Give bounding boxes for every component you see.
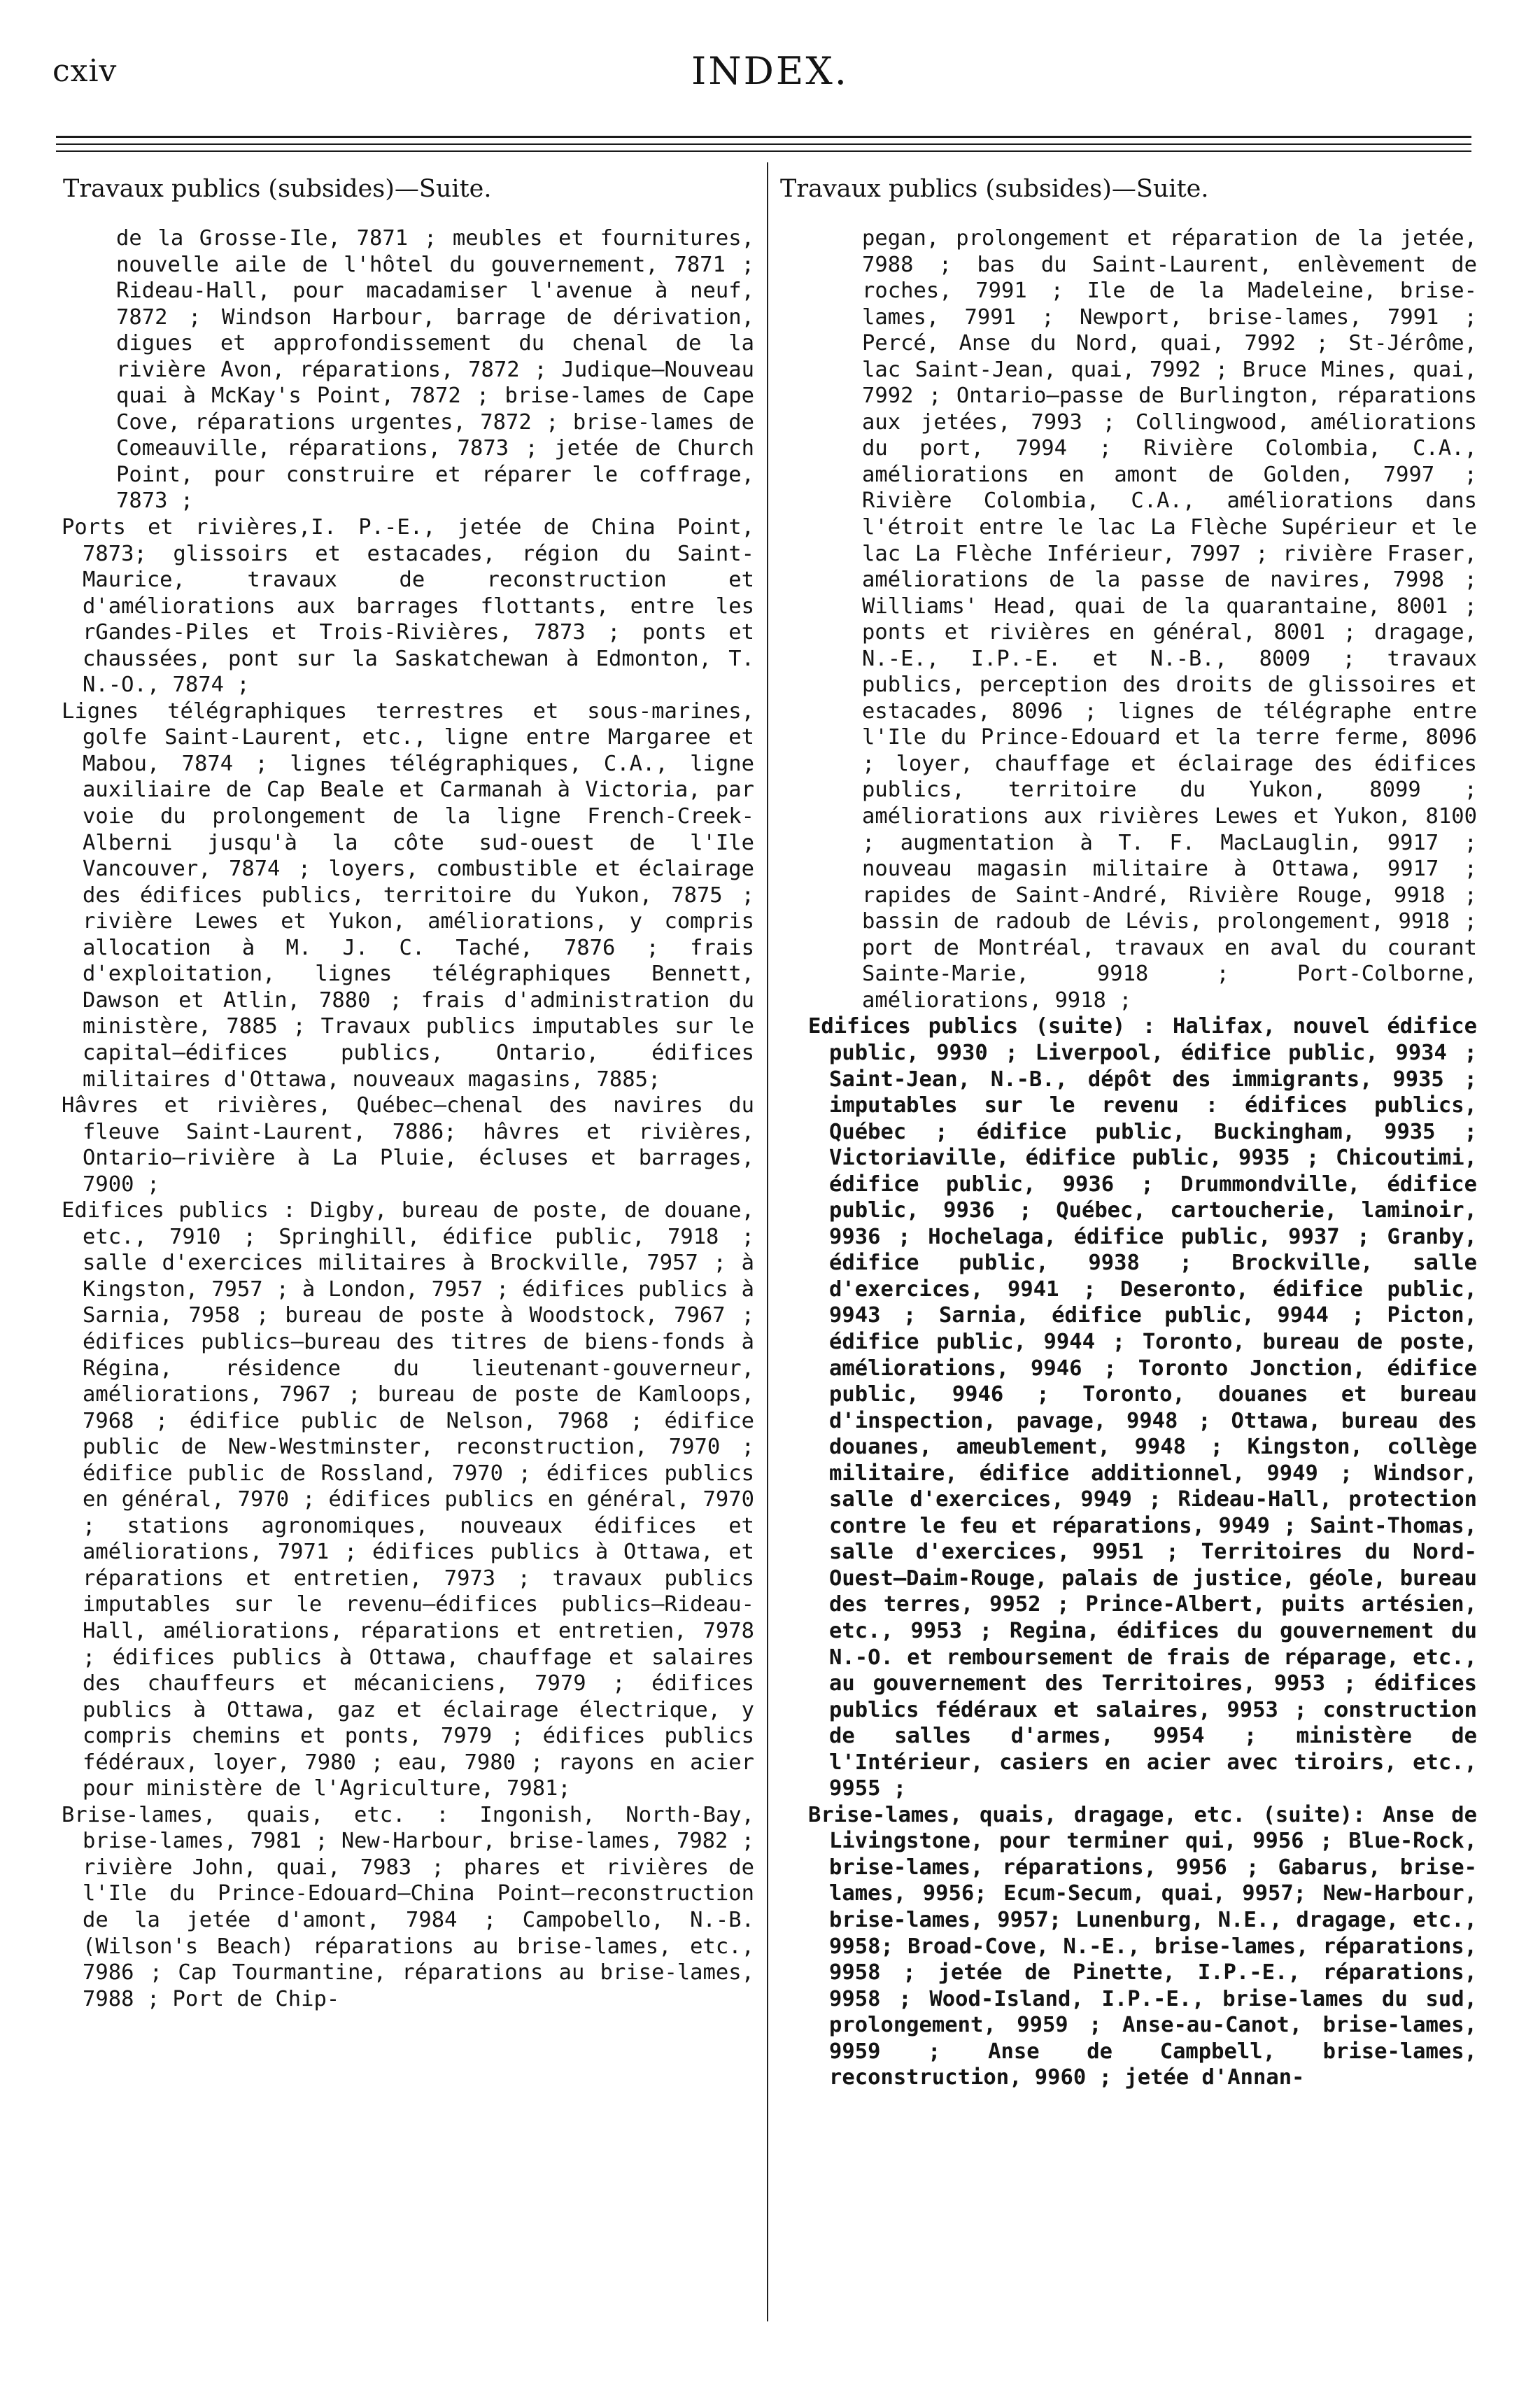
header-rule-2 (56, 143, 1471, 145)
index-entry-brise-lames-suite: Brise-lames, quais, dragage, etc. (suite): Anse de Livingstone, pour terminer qui, 9956 ; Blue-Rock, brise-lames, réparations, 9956 ; Gabarus, brise-lames, 9956; Ecum-Secum, quai, 9957; New-Harbour, brise-lames, 9957; Lunenburg, N.E., dragage, etc., 9958; Broad-Cove, N.-E., brise-lames, réparations, 9958 ; jetée de Pinette, I.P.-E., réparations, 9958 ; Wood-Island, I.P.-E., brise-lames du sud, prolongement, 9959 ; Anse-au-Canot, brise-lames, 9959 ; Anse de Campbell, brise-lames, reconstruction, 9960 ; jetée d'Annan- (808, 1802, 1477, 2090)
index-entry-pegan-continuation: pegan, prolongement et réparation de la jetée, 7988 ; bas du Saint-Laurent, enlèvement de roches, 7991 ; Ile de la Madeleine, brise-lames, 7991 ; Newport, brise-lames, 7991 ; Percé, Anse du Nord, quai, 7992 ; St-Jérôme, lac Saint-Jean, quai, 7992 ; Bruce Mines, quai, 7992 ; Ontario—passe de Burlington, réparations aux jetées, 7993 ; Collingwood, améliorations du port, 7994 ; Rivière Colombia, C.A., améliorations en amont de Golden, 7997 ; Rivière Colombia, C.A., améliorations dans l'étroit entre le lac La Flèche Supérieur et le lac La Flèche Inférieur, 7997 ; rivière Fraser, améliorations de la passe de navires, 7998 ; Williams' Head, quai de la quarantaine, 8001 ; ponts et rivières en général, 8001 ; dragage, N.-E., I.P.-E. et N.-B., 8009 ; travaux publics, perception des droits de glissoires et estacades, 8096 ; lignes de télégraphe entre l'Ile du Prince-Edouard et la terre ferme, 8096 ; loyer, chauffage et éclairage des édifices publics, territoire du Yukon, 8099 ; améliorations aux rivières Lewes et Yukon, 8100 ; augmentation à T. F. MacLauglin, 9917 ; nouveau magasin militaire à Ottawa, 9917 ; rapides de Saint-André, Rivière Rouge, 9918 ; bassin de radoub de Lévis, prolongement, 9918 ; port de Montréal, travaux en aval du courant Sainte-Marie, 9918 ; Port-Colborne, améliorations, 9918 ; (862, 226, 1477, 1013)
page-header (0, 36, 1540, 99)
index-entry-havres-et-rivieres: Hâvres et rivières, Québec—chenal des navires du fleuve Saint-Laurent, 7886; hâvres et rivières, Ontario—rivière à La Pluie, écluses et barrages, 7900 ; (62, 1093, 754, 1197)
index-entry-edifices-publics: Edifices publics : Digby, bureau de poste, de douane, etc., 7910 ; Springhill, édifice public, 7918 ; salle d'exercices militaires à Brockville, 7957 ; à Kingston, 7957 ; à London, 7957 ; édifices publics à Sarnia, 7958 ; bureau de poste à Woodstock, 7967 ; édifices publics—bureau des titres de biens-fonds à Régina, résidence du lieutenant-gouverneur, améliorations, 7967 ; bureau de poste de Kamloops, 7968 ; édifice public de Nelson, 7968 ; édifice public de New-Westminster, reconstruction, 7970 ; édifice public de Rossland, 7970 ; édifices publics en général, 7970 ; édifices publics en général, 7970 ; stations agronomiques, nouveaux édifices et améliorations, 7971 ; édifices publics à Ottawa, et réparations et entretien, 7973 ; travaux publics imputables sur le revenu—édifices publics—Rideau-Hall, améliorations, réparations et entretien, 7978 ; édifices publics à Ottawa, chauffage et salaires des chauffeurs et mécaniciens, 7979 ; édifices publics à Ottawa, gaz et éclairage électrique, y compris chemins et ponts, 7979 ; édifices publics fédéraux, loyer, 7980 ; eau, 7980 ; rayons en acier pour ministère de l'Agriculture, 7981; (62, 1198, 754, 1801)
header-rule-3 (56, 150, 1471, 152)
index-entry-brise-lames: Brise-lames, quais, etc. : Ingonish, North-Bay, brise-lames, 7981 ; New-Harbour, brise-lames, 7982 ; rivière John, quai, 7983 ; phares et rivières de l'Ile du Prince-Edouard—China Point—reconstruction de la jetée d'amont, 7984 ; Campobello, N.-B. (Wilson's Beach) réparations au brise-lames, etc., 7986 ; Cap Tourmantine, réparations au brise-lames, 7988 ; Port de Chip- (62, 1802, 754, 2011)
header-rule-1 (56, 136, 1471, 138)
left-column-heading: Travaux publics (subsides)—Suite. (63, 175, 492, 203)
page-number: cxiv (52, 53, 118, 89)
left-column (62, 174, 754, 2012)
header-rules (56, 136, 1471, 152)
index-entry-grosse-ile: de la Grosse-Ile, 7871 ; meubles et fournitures, nouvelle aile de l'hôtel du gouvernement, 7871 ; Rideau-Hall, pour macadamiser l'avenue à neuf, 7872 ; Windson Harbour, barrage de dérivation, digues et approfondissement du chenal de la rivière Avon, réparations, 7872 ; Judique—Nouveau quai à McKay's Point, 7872 ; brise-lames de Cape Cove, réparations urgentes, 7872 ; brise-lames de Comeauville, réparations, 7873 ; jetée de Church Point, pour construire et réparer le coffrage, 7873 ; (116, 226, 754, 514)
right-column (780, 174, 1477, 2091)
index-entry-lignes-telegraphiques: Lignes télégraphiques terrestres et sous-marines, golfe Saint-Laurent, etc., ligne entre Margaree et Mabou, 7874 ; lignes télégraphiques, C.A., ligne auxiliaire de Cap Beale et Carmanah à Victoria, par voie du prolongement de la ligne French-Creek-Alberni jusqu'à la côte sud-ouest de l'Ile Vancouver, 7874 ; loyers, combustible et éclairage des édifices publics, territoire du Yukon, 7875 ; rivière Lewes et Yukon, améliorations, y compris allocation à M. J. C. Taché, 7876 ; frais d'exploitation, lignes télégraphiques Bennett, Dawson et Atlin, 7880 ; frais d'administration du ministère, 7885 ; Travaux publics imputables sur le capital—édifices publics, Ontario, édifices militaires d'Ottawa, nouveaux magasins, 7885; (62, 698, 754, 1092)
right-column-heading: Travaux publics (subsides)—Suite. (780, 175, 1209, 203)
index-entry-edifices-publics-suite: Edifices publics (suite) : Halifax, nouvel édifice public, 9930 ; Liverpool, édifice public, 9934 ; Saint-Jean, N.-B., dépôt des immigrants, 9935 ; imputables sur le revenu : édifices publics, Québec ; édifice public, Buckingham, 9935 ; Victoriaville, édifice public, 9935 ; Chicoutimi, édifice public, 9936 ; Drummondville, édifice public, 9936 ; Québec, cartoucherie, laminoir, 9936 ; Hochelaga, édifice public, 9937 ; Granby, édifice public, 9938 ; Brockville, salle d'exercices, 9941 ; Deseronto, édifice public, 9943 ; Sarnia, édifice public, 9944 ; Picton, édifice public, 9944 ; Toronto, bureau de poste, améliorations, 9946 ; Toronto Jonction, édifice public, 9946 ; Toronto, douanes et bureau d'inspection, pavage, 9948 ; Ottawa, bureau des douanes, ameublement, 9948 ; Kingston, collège militaire, édifice additionnel, 9949 ; Windsor, salle d'exercices, 9949 ; Rideau-Hall, protection contre le feu et réparations, 9949 ; Saint-Thomas, salle d'exercices, 9951 ; Territoires du Nord-Ouest—Daim-Rouge, palais de justice, géole, bureau des terres, 9952 ; Prince-Albert, puits artésien, etc., 9953 ; Regina, édifices du gouvernement du N.-O. et remboursement de frais de réparage, etc., au gouvernement des Territoires, 9953 ; édifices publics fédéraux et salaires, 9953 ; construction de salles d'armes, 9954 ; ministère de l'Intérieur, casiers en acier avec tiroirs, etc., 9955 ; (808, 1014, 1477, 1801)
column-divider (767, 162, 768, 2321)
page-title: INDEX. (691, 49, 849, 93)
index-entry-ports-et-rivieres: Ports et rivières,I. P.-E., jetée de China Point, 7873; glissoirs et estacades, région du Saint-Maurice, travaux de reconstruction et d'améliorations aux barrages flottants, entre les rGandes-Piles et Trois-Rivières, 7873 ; ponts et chaussées, pont sur la Saskatchewan à Edmonton, T. N.-O., 7874 ; (62, 515, 754, 698)
